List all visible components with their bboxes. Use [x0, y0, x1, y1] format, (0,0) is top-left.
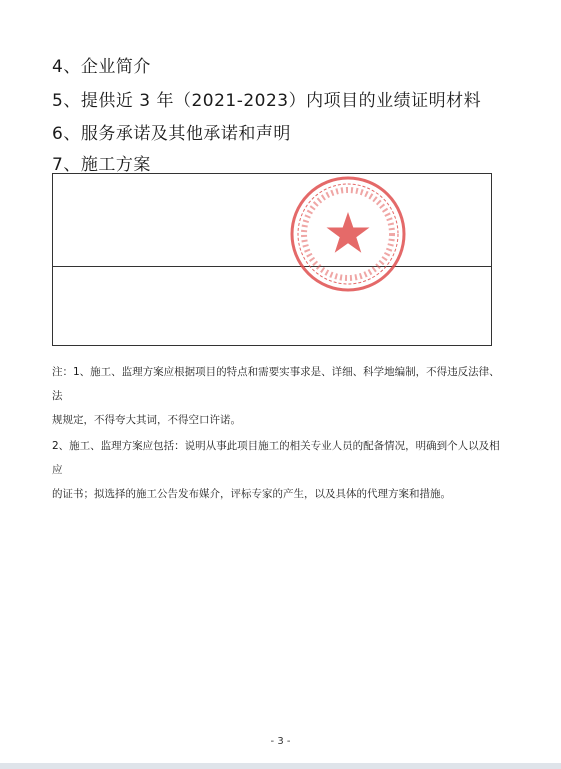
- construction-plan-box: [52, 173, 492, 346]
- viewer-bottom-strip: [0, 763, 561, 769]
- page-number: - 3 -: [270, 736, 291, 747]
- red-star-seal-icon: [288, 174, 408, 294]
- box-divider: [53, 266, 491, 267]
- note-2-line-2: 的证书；拟选择的施工公告发布媒介，评标专家的产生，以及具体的代理方案和措施。: [52, 488, 451, 500]
- notes-section: [52, 360, 502, 506]
- note-1-line-2: 规规定，不得夸大其词，不得空口许诺。: [52, 414, 241, 426]
- heading-construction-plan: 7、施工方案: [52, 155, 151, 175]
- note-1-line-1: 注：1、施工、监理方案应根据项目的特点和需要实事求是、详细、科学地编制，不得违反法律、法: [52, 366, 500, 402]
- note-2-line-1: 2、施工、监理方案应包括：说明从事此项目施工的相关专业人员的配备情况，明确到个人以及相应: [52, 440, 500, 476]
- heading-performance-proof: 5、提供近 3 年（2021-2023）内项目的业绩证明材料: [52, 91, 482, 111]
- heading-service-commitment: 6、服务承诺及其他承诺和声明: [52, 124, 291, 144]
- heading-company-profile: 4、企业简介: [52, 57, 151, 77]
